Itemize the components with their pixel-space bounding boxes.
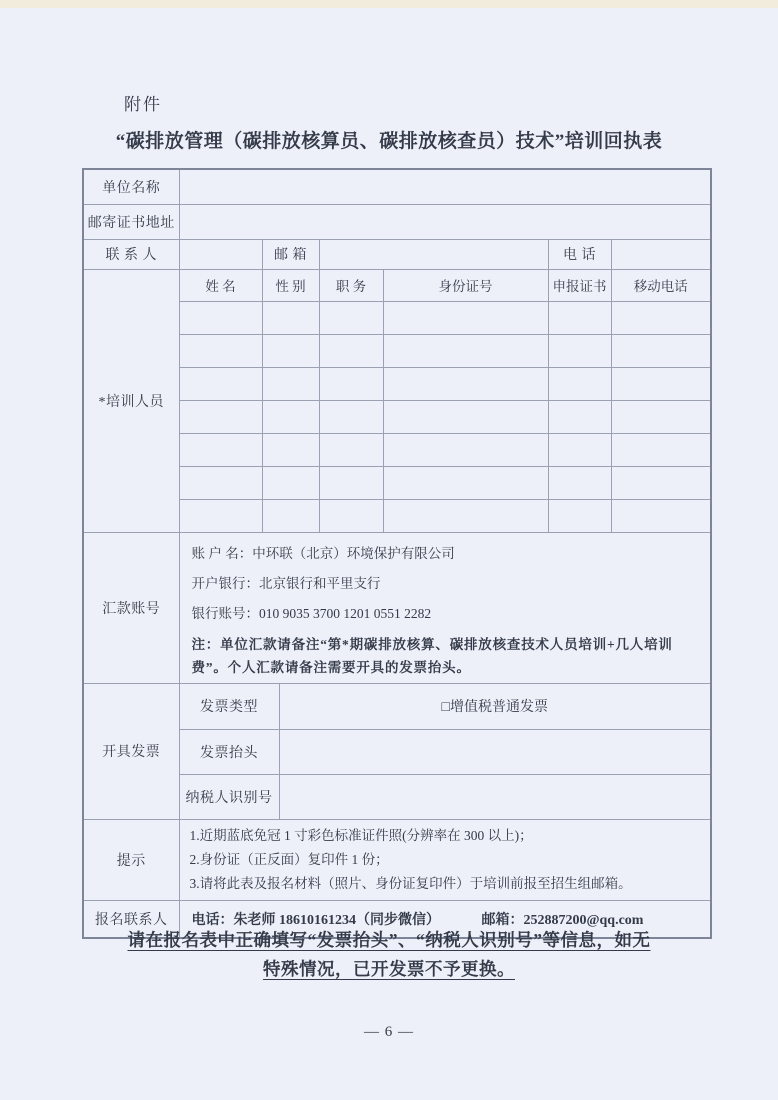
trainee-gender-cell [262, 400, 319, 433]
trainee-position-cell [319, 466, 383, 499]
trainee-certificate-cell [548, 334, 611, 367]
email-label: 邮 箱 [262, 239, 319, 269]
tips-content [179, 819, 711, 900]
trainee-mobile-cell [611, 499, 711, 532]
trainee-col-name: 姓 名 [179, 269, 262, 301]
trainee-position-cell [319, 301, 383, 334]
trainee-position-cell [319, 334, 383, 367]
remittance-note: 注：单位汇款请备注“第*期碳排放核算、碳排放核查技术人员培训+几人培训费”。个人汇款请备注需要开具的发票抬头。 [191, 636, 673, 675]
remittance-account-name: 账 户 名：中环联（北京）环境保护有限公司 [191, 545, 455, 561]
attachment-label: 附件 [124, 95, 162, 114]
contact-label: 联 系 人 [83, 239, 179, 269]
invoice-type-label: 发票类型 [179, 683, 279, 729]
contact-row [83, 239, 711, 269]
trainee-id-cell [383, 466, 548, 499]
tax-id-label: 纳税人识别号 [179, 774, 279, 819]
invoice-type-row [83, 683, 711, 729]
invoice-label: 开具发票 [83, 683, 179, 819]
trainee-gender-cell [262, 466, 319, 499]
invoice-title-input-cell [279, 729, 711, 774]
trainee-id-cell [383, 499, 548, 532]
trainee-mobile-cell [611, 400, 711, 433]
contact-input-cell [179, 239, 262, 269]
trainee-position-cell [319, 433, 383, 466]
reply-form-table [82, 168, 712, 939]
trainee-position-cell [319, 367, 383, 400]
trainee-gender-cell [262, 334, 319, 367]
trainee-gender-cell [262, 499, 319, 532]
trainee-certificate-cell [548, 466, 611, 499]
trainee-col-gender: 性 别 [262, 269, 319, 301]
tips-label: 提示 [83, 819, 179, 900]
page-title: “碳排放管理（碳排放核算员、碳排放核查员）技术”培训回执表 [115, 131, 663, 152]
trainee-certificate-cell [548, 301, 611, 334]
trainee-certificate-cell [548, 367, 611, 400]
trainee-gender-cell [262, 301, 319, 334]
tips-row [83, 819, 711, 900]
trainee-name-cell [179, 334, 262, 367]
remittance-account-number: 银行账号：010 9035 3700 1201 0551 2282 [191, 605, 432, 621]
trainee-certificate-cell [548, 400, 611, 433]
footer-note [0, 926, 778, 984]
trainee-name-cell [179, 466, 262, 499]
trainee-position-cell [319, 499, 383, 532]
tip-item: 1.近期蓝底免冠 1 寸彩色标准证件照(分辨率在 300 以上)； [189, 827, 533, 843]
scan-edge-strip [0, 0, 778, 8]
footer-note-line1: 请在报名表中正确填写“发票抬头”、“纳税人识别号”等信息，如无 [127, 930, 651, 950]
tip-item: 2.身份证（正反面）复印件 1 份； [189, 851, 389, 867]
trainee-id-cell [383, 367, 548, 400]
trainee-name-cell [179, 499, 262, 532]
trainees-label: *培训人员 [83, 269, 179, 532]
trainee-col-id-number: 身份证号 [383, 269, 548, 301]
trainee-col-mobile: 移动电话 [611, 269, 711, 301]
mailing-address-label: 邮寄证书地址 [83, 204, 179, 239]
mailing-address-row [83, 204, 711, 239]
trainee-mobile-cell [611, 433, 711, 466]
phone-label: 电 话 [548, 239, 611, 269]
remittance-details [179, 532, 711, 683]
trainee-name-cell [179, 400, 262, 433]
unit-name-row [83, 169, 711, 204]
registration-contact-label: 报名联系人 [83, 900, 179, 938]
remittance-bank: 开户银行：北京银行和平里支行 [191, 575, 381, 591]
invoice-type-checkbox-option: □增值税普通发票 [279, 683, 711, 729]
trainee-col-position: 职 务 [319, 269, 383, 301]
trainee-id-cell [383, 301, 548, 334]
footer-note-line2: 特殊情况，已开发票不予更换。 [263, 959, 515, 979]
trainee-name-cell [179, 367, 262, 400]
trainee-header-row [83, 269, 711, 301]
trainee-mobile-cell [611, 367, 711, 400]
trainee-gender-cell [262, 433, 319, 466]
trainee-col-certificate: 申报证书 [548, 269, 611, 301]
registration-contact-phone: 电话：朱老师 18610161234（同步微信） [191, 912, 440, 928]
trainee-mobile-cell [611, 301, 711, 334]
trainee-id-cell [383, 400, 548, 433]
unit-name-input-cell [179, 169, 711, 204]
trainee-certificate-cell [548, 499, 611, 532]
registration-contact-email: 邮箱：252887200@qq.com [481, 912, 644, 928]
invoice-title-label: 发票抬头 [179, 729, 279, 774]
trainee-mobile-cell [611, 466, 711, 499]
email-input-cell [319, 239, 548, 269]
trainee-name-cell [179, 301, 262, 334]
remittance-label: 汇款账号 [83, 532, 179, 683]
trainee-id-cell [383, 433, 548, 466]
page-number: — 6 — [364, 1024, 414, 1040]
phone-input-cell [611, 239, 711, 269]
trainee-id-cell [383, 334, 548, 367]
trainee-mobile-cell [611, 334, 711, 367]
tip-item: 3.请将此表及报名材料（照片、身份证复印件）于培训前报至招生组邮箱。 [189, 875, 632, 891]
unit-name-label: 单位名称 [83, 169, 179, 204]
tax-id-input-cell [279, 774, 711, 819]
remittance-row [83, 532, 711, 683]
trainee-name-cell [179, 433, 262, 466]
trainee-position-cell [319, 400, 383, 433]
trainee-certificate-cell [548, 433, 611, 466]
trainee-gender-cell [262, 367, 319, 400]
mailing-address-input-cell [179, 204, 711, 239]
